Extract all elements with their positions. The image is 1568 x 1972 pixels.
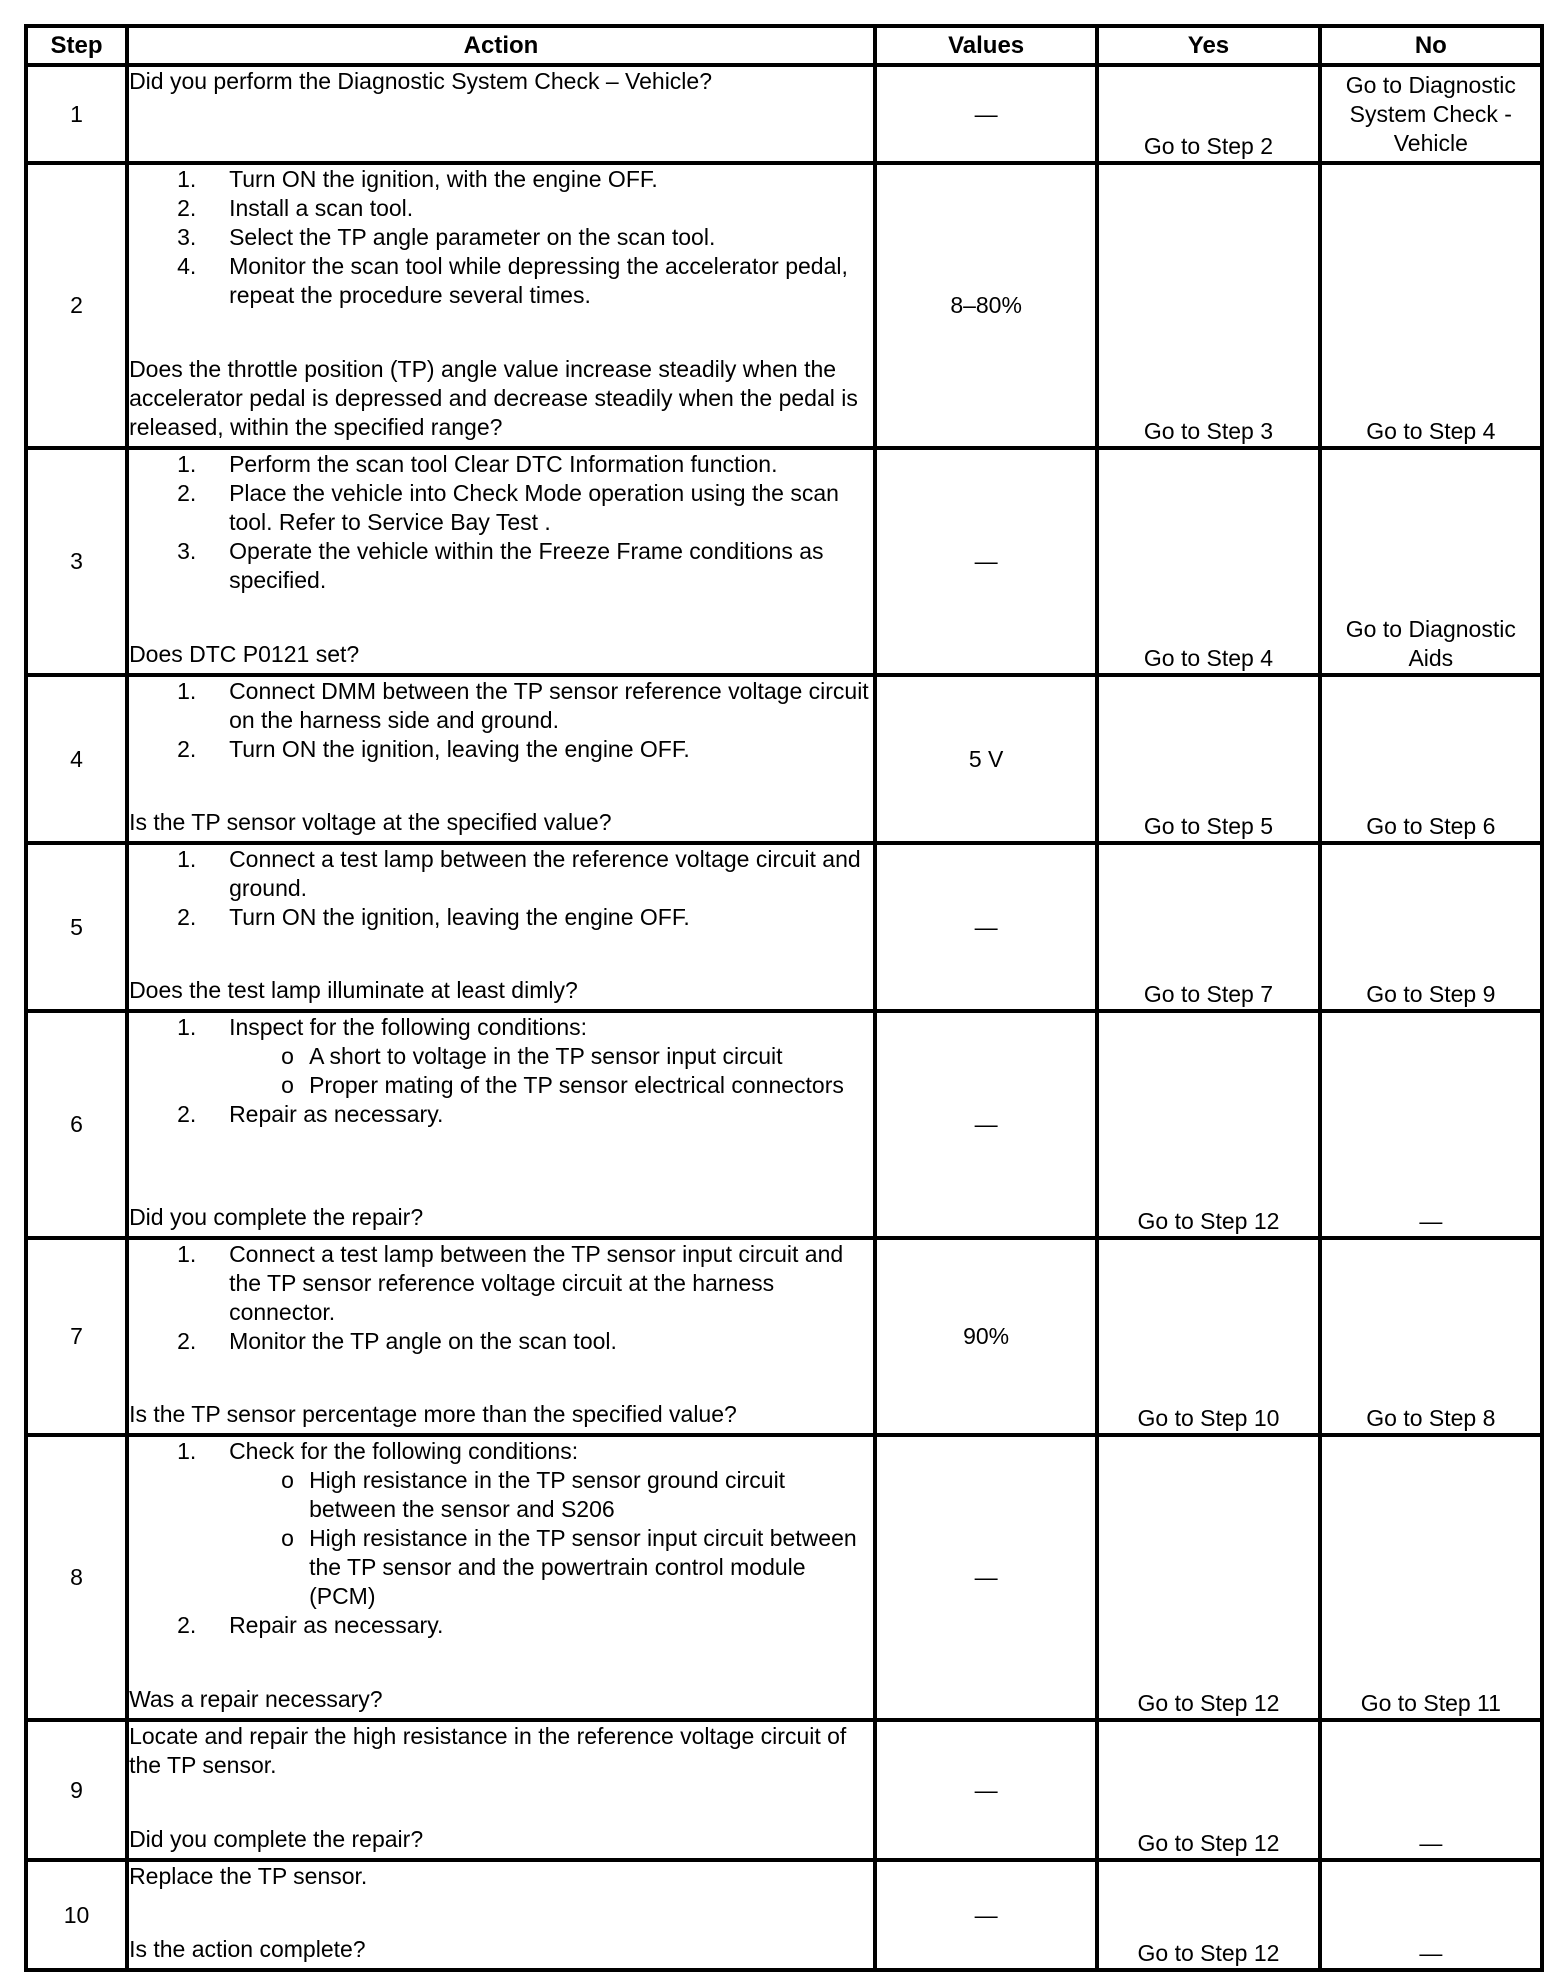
action-cell <box>127 843 875 1011</box>
procedure-item <box>129 677 873 735</box>
table-row <box>26 1238 1542 1435</box>
specified-value: — <box>875 1720 1097 1860</box>
specified-value: — <box>875 1011 1097 1238</box>
procedure-item-number: 1. <box>177 1241 197 1267</box>
procedure-item-text: Turn ON the ignition, leaving the engine OFF. <box>229 736 690 762</box>
sub-condition-text: High resistance in the TP sensor input circuit between the TP sensor and the powertrain control module (PCM) <box>309 1525 857 1609</box>
sub-condition-group <box>129 1466 873 1611</box>
no-outcome: Go to Step 11 <box>1320 1435 1542 1720</box>
procedure-item-number: 2. <box>177 736 197 762</box>
sub-condition-item <box>129 1042 873 1071</box>
specified-value: — <box>875 1435 1097 1720</box>
step-number: 9 <box>26 1720 127 1860</box>
action-cell <box>127 1238 875 1435</box>
procedure-item-number: 2. <box>177 195 197 221</box>
no-outcome: — <box>1320 1860 1542 1970</box>
step-number: 8 <box>26 1435 127 1720</box>
procedure-item-text: Monitor the scan tool while depressing the accelerator pedal, repeat the procedure several times. <box>229 253 848 308</box>
procedure-item <box>129 903 873 932</box>
action-cell <box>127 163 875 448</box>
sub-condition-text: A short to voltage in the TP sensor input circuit <box>309 1043 783 1069</box>
procedure-item-text: Connect a test lamp between the TP sensor input circuit and the TP sensor reference voltage circuit at the harness connector. <box>229 1241 844 1325</box>
action-cell <box>127 1011 875 1238</box>
yes-outcome: Go to Step 10 <box>1097 1238 1319 1435</box>
yes-outcome: Go to Step 7 <box>1097 843 1319 1011</box>
yes-outcome: Go to Step 12 <box>1097 1011 1319 1238</box>
header-action: Action <box>127 26 875 65</box>
action-cell <box>127 448 875 675</box>
procedure-item <box>129 479 873 537</box>
table-row <box>26 1720 1542 1860</box>
bullet-icon: o <box>281 1525 294 1551</box>
header-yes: Yes <box>1097 26 1319 65</box>
procedure-item-number: 1. <box>177 1014 197 1040</box>
procedure-item-text: Place the vehicle into Check Mode operation using the scan tool. Refer to Service Bay Test . <box>229 480 839 535</box>
yes-outcome: Go to Step 5 <box>1097 675 1319 843</box>
no-outcome: Go to Step 9 <box>1320 843 1542 1011</box>
header-step: Step <box>26 26 127 65</box>
procedure-item <box>129 1013 873 1042</box>
procedure-list <box>129 1240 873 1356</box>
header-values: Values <box>875 26 1097 65</box>
procedure-item <box>129 450 873 479</box>
no-outcome: Go to Step 6 <box>1320 675 1542 843</box>
table-row <box>26 1860 1542 1970</box>
step-number: 1 <box>26 65 127 163</box>
procedure-item-text: Repair as necessary. <box>229 1612 444 1638</box>
procedure-item-text: Turn ON the ignition, leaving the engine OFF. <box>229 904 690 930</box>
action-question: Is the action complete? <box>129 1936 366 1962</box>
action-cell <box>127 1860 875 1970</box>
no-outcome: Go to Step 8 <box>1320 1238 1542 1435</box>
procedure-item-number: 4. <box>177 253 197 279</box>
yes-outcome: Go to Step 3 <box>1097 163 1319 448</box>
procedure-list <box>129 845 873 932</box>
action-cell <box>127 1435 875 1720</box>
procedure-item-number: 3. <box>177 224 197 250</box>
procedure-item-text: Monitor the TP angle on the scan tool. <box>229 1328 617 1354</box>
yes-outcome: Go to Step 2 <box>1097 65 1319 163</box>
bullet-icon: o <box>281 1467 294 1493</box>
specified-value: 90% <box>875 1238 1097 1435</box>
diagnostic-table <box>24 24 1544 1972</box>
specified-value: — <box>875 843 1097 1011</box>
procedure-item <box>129 252 873 310</box>
no-outcome: — <box>1320 1720 1542 1860</box>
procedure-item-number: 1. <box>177 1438 197 1464</box>
table-body <box>26 65 1542 1970</box>
procedure-list <box>129 165 873 310</box>
procedure-item-text: Connect DMM between the TP sensor reference voltage circuit on the harness side and ground. <box>229 678 869 733</box>
table-row <box>26 843 1542 1011</box>
procedure-item-number: 1. <box>177 451 197 477</box>
action-intro-text: Did you perform the Diagnostic System Check – Vehicle? <box>129 68 713 94</box>
action-question: Does the throttle position (TP) angle value increase steadily when the accelerator pedal is depressed and decrease steadily when the pedal is released, within the specified range? <box>129 356 858 440</box>
action-question: Did you complete the repair? <box>129 1204 424 1230</box>
yes-outcome: Go to Step 12 <box>1097 1720 1319 1860</box>
table-row <box>26 675 1542 843</box>
bullet-icon: o <box>281 1072 294 1098</box>
step-number: 4 <box>26 675 127 843</box>
procedure-item-text: Inspect for the following conditions: <box>229 1014 588 1040</box>
table-row <box>26 448 1542 675</box>
action-cell <box>127 675 875 843</box>
procedure-list <box>129 677 873 764</box>
procedure-item-text: Install a scan tool. <box>229 195 414 221</box>
no-outcome: Go to Step 4 <box>1320 163 1542 448</box>
sub-condition-item <box>129 1524 873 1611</box>
action-question: Did you complete the repair? <box>129 1826 424 1852</box>
action-cell <box>127 1720 875 1860</box>
sub-condition-text: Proper mating of the TP sensor electrical connectors <box>309 1072 844 1098</box>
procedure-item-number: 3. <box>177 538 197 564</box>
no-outcome: — <box>1320 1011 1542 1238</box>
specified-value: 5 V <box>875 675 1097 843</box>
procedure-item-text: Perform the scan tool Clear DTC Information function. <box>229 451 778 477</box>
step-number: 6 <box>26 1011 127 1238</box>
procedure-item-text: Turn ON the ignition, with the engine OFF. <box>229 166 658 192</box>
step-number: 5 <box>26 843 127 1011</box>
procedure-item <box>129 165 873 194</box>
procedure-item-text: Check for the following conditions: <box>229 1438 579 1464</box>
procedure-item <box>129 1611 873 1640</box>
procedure-list <box>129 450 873 595</box>
procedure-item <box>129 735 873 764</box>
procedure-item-number: 1. <box>177 846 197 872</box>
procedure-item <box>129 194 873 223</box>
table-header-row <box>26 26 1542 65</box>
procedure-item-number: 2. <box>177 1101 197 1127</box>
procedure-item-text: Select the TP angle parameter on the scan tool. <box>229 224 716 250</box>
step-number: 7 <box>26 1238 127 1435</box>
yes-outcome: Go to Step 12 <box>1097 1860 1319 1970</box>
sub-condition-item <box>129 1071 873 1100</box>
procedure-item <box>129 1327 873 1356</box>
bullet-icon: o <box>281 1043 294 1069</box>
table-row <box>26 1435 1542 1720</box>
procedure-item-number: 1. <box>177 678 197 704</box>
step-number: 10 <box>26 1860 127 1970</box>
procedure-item <box>129 1240 873 1327</box>
specified-value: 8–80% <box>875 163 1097 448</box>
table-row <box>26 65 1542 163</box>
action-question: Is the TP sensor voltage at the specified value? <box>129 809 612 835</box>
procedure-item-number: 1. <box>177 166 197 192</box>
procedure-item <box>129 845 873 903</box>
procedure-item-text: Connect a test lamp between the reference voltage circuit and ground. <box>229 846 861 901</box>
action-intro-text: Locate and repair the high resistance in the reference voltage circuit of the TP sensor. <box>129 1723 847 1778</box>
action-question: Was a repair necessary? <box>129 1686 383 1712</box>
procedure-item <box>129 537 873 595</box>
specified-value: — <box>875 65 1097 163</box>
action-question: Does DTC P0121 set? <box>129 641 360 667</box>
step-number: 2 <box>26 163 127 448</box>
procedure-item-number: 2. <box>177 1612 197 1638</box>
table-row <box>26 163 1542 448</box>
action-question: Does the test lamp illuminate at least dimly? <box>129 977 578 1003</box>
action-cell <box>127 65 875 163</box>
action-question: Is the TP sensor percentage more than the specified value? <box>129 1401 737 1427</box>
procedure-item-number: 2. <box>177 904 197 930</box>
sub-condition-group <box>129 1042 873 1100</box>
sub-condition-text: High resistance in the TP sensor ground circuit between the sensor and S206 <box>309 1467 786 1522</box>
no-outcome: Go to Diagnostic System Check - Vehicle <box>1320 65 1542 163</box>
table-row <box>26 1011 1542 1238</box>
header-no: No <box>1320 26 1542 65</box>
procedure-item-text: Operate the vehicle within the Freeze Frame conditions as specified. <box>229 538 824 593</box>
procedure-list <box>129 1437 873 1640</box>
specified-value: — <box>875 448 1097 675</box>
procedure-item <box>129 223 873 252</box>
procedure-item <box>129 1100 873 1129</box>
procedure-item-text: Repair as necessary. <box>229 1101 444 1127</box>
procedure-item <box>129 1437 873 1466</box>
sub-condition-item <box>129 1466 873 1524</box>
yes-outcome: Go to Step 4 <box>1097 448 1319 675</box>
procedure-item-number: 2. <box>177 480 197 506</box>
action-intro-text: Replace the TP sensor. <box>129 1863 368 1889</box>
procedure-list <box>129 1013 873 1129</box>
yes-outcome: Go to Step 12 <box>1097 1435 1319 1720</box>
procedure-item-number: 2. <box>177 1328 197 1354</box>
no-outcome: Go to Diagnostic Aids <box>1320 448 1542 675</box>
specified-value: — <box>875 1860 1097 1970</box>
step-number: 3 <box>26 448 127 675</box>
